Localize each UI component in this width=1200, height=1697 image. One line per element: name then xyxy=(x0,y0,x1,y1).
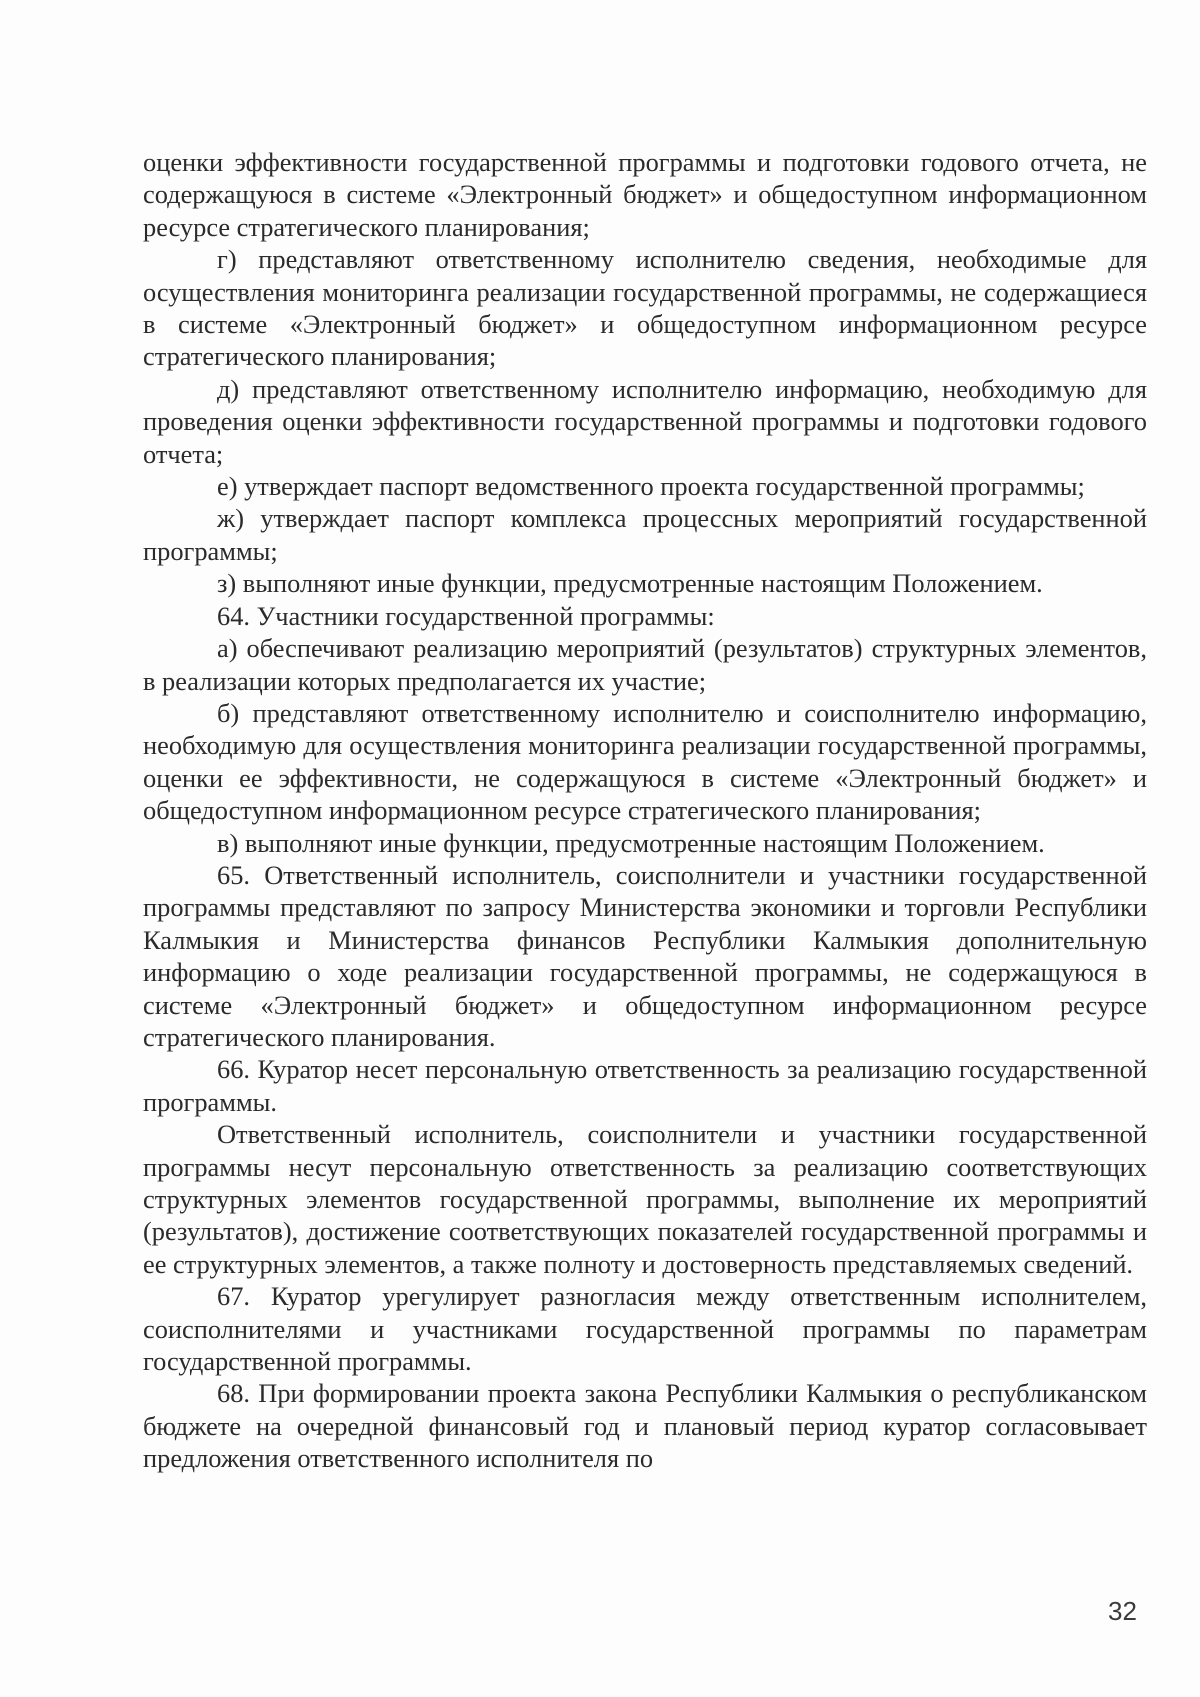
paragraph-66-responsibility: Ответственный исполнитель, соисполнители и участники государственной программы несут персональную ответственность за реализацию соответствующих структурных элементов государственной программы, выполнение их мероприятий (результатов), достижение соответствующих показателей государственной программы и ее структурных элементов, а также полноту и достоверность представляемых сведений. xyxy=(143,1119,1147,1279)
paragraph-item-g: г) представляют ответственному исполнителю сведения, необходимые для осуществления мониторинга реализации государственной программы, не содержащиеся в системе «Электронный бюджет» и общедоступном информационном ресурсе стратегического планирования; xyxy=(143,244,1147,372)
paragraph-64-b: б) представляют ответственному исполнителю и соисполнителю информацию, необходимую для осуществления мониторинга реализации государственной программы, оценки ее эффективности, не содержащуюся в системе «Электронный бюджет» и общедоступном информационном ресурсе стратегического планирования; xyxy=(143,697,1147,826)
paragraph-item-z: з) выполняют иные функции, предусмотренные настоящим Положением. xyxy=(217,568,1043,599)
paragraph-66: 66. Куратор несет персональную ответственность за реализацию государственной программы. xyxy=(143,1054,1147,1117)
paragraph-item-e: е) утверждает паспорт ведомственного проекта государственной программы; xyxy=(217,471,1085,502)
paragraph-item-zh: ж) утверждает паспорт комплекса процессных мероприятий государственной программы; xyxy=(143,503,1147,566)
document-body xyxy=(143,146,1147,1475)
page-number: 32 xyxy=(1108,1596,1137,1626)
paragraph-64: 64. Участники государственной программы: xyxy=(217,600,715,631)
paragraph-65: 65. Ответственный исполнитель, соисполнители и участники государственной программы представляют по запросу Министерства экономики и торговли Республики Калмыкия и Министерства финансов Республики Калмыкия дополнительную информацию о ходе реализации государственной программы, не содержащуюся в системе «Электронный бюджет» и общедоступном информационном ресурсе стратегического планирования. xyxy=(143,859,1147,1052)
paragraph-64-v: в) выполняют иные функции, предусмотренные настоящим Положением. xyxy=(217,827,1045,858)
paragraph-continuation: оценки эффективности государственной программы и подготовки годового отчета, не содержащуюся в системе «Электронный бюджет» и общедоступном информационном ресурсе стратегического планирования; xyxy=(143,147,1147,242)
paragraph-67: 67. Куратор урегулирует разногласия между ответственным исполнителем, соисполнителями и участниками государственной программы по параметрам государственной программы. xyxy=(143,1281,1147,1377)
paragraph-64-a: а) обеспечивают реализацию мероприятий (результатов) структурных элементов, в реализации которых предполагается их участие; xyxy=(143,633,1147,696)
paragraph-68: 68. При формировании проекта закона Республики Калмыкия о республиканском бюджете на очередной финансовый год и плановый период куратор согласовывает предложения ответственного исполнителя по xyxy=(143,1378,1147,1474)
paragraph-item-d: д) представляют ответственному исполнителю информацию, необходимую для проведения оценки эффективности государственной программы и подготовки годового отчета; xyxy=(143,373,1147,469)
